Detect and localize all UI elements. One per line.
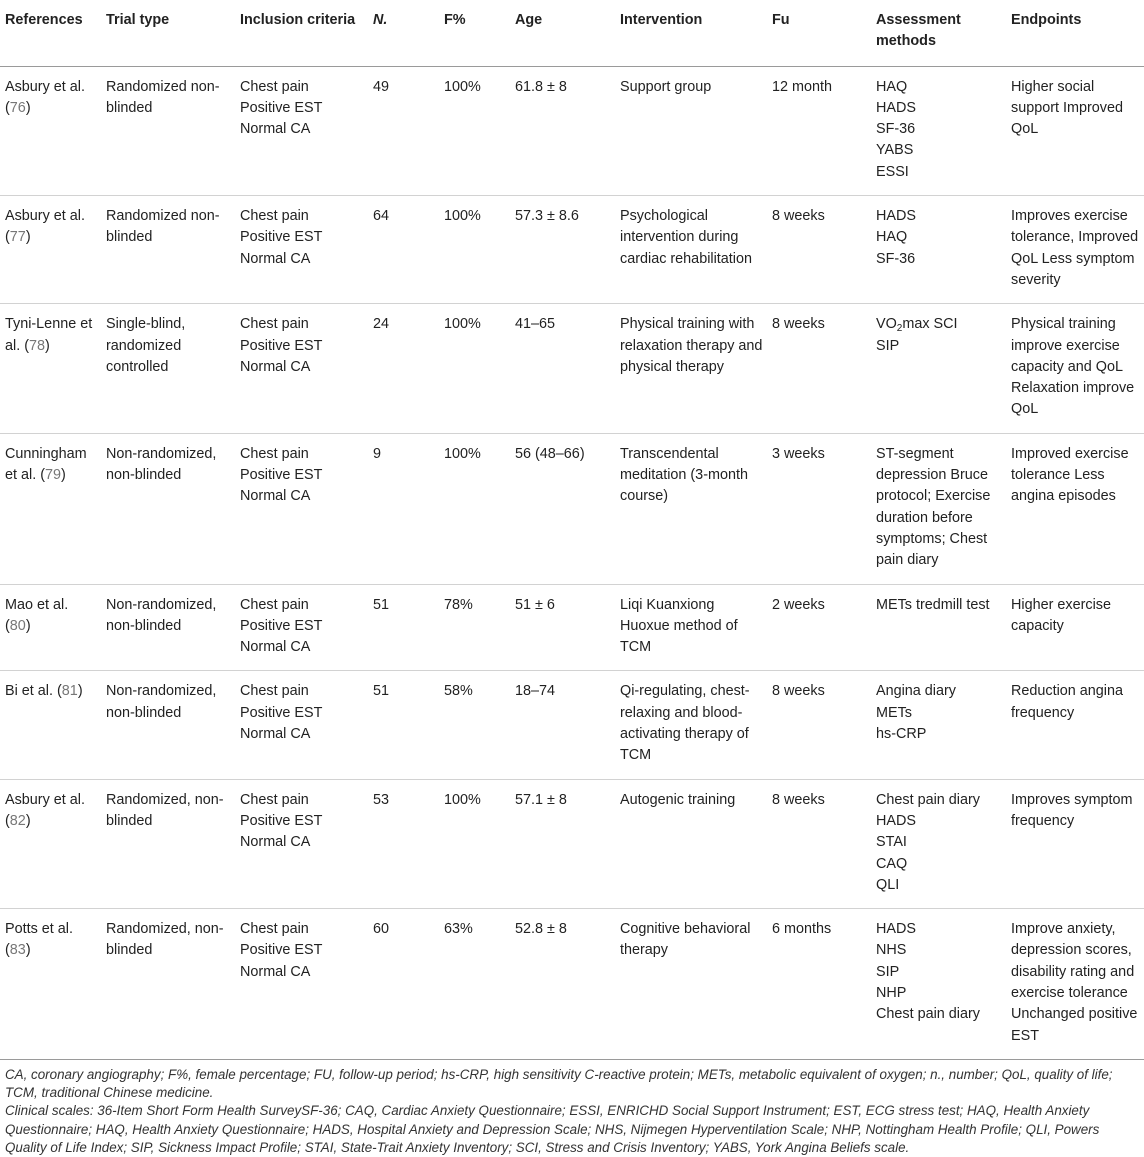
col-header-female-percent: F%: [439, 0, 510, 66]
inclusion-criterion: Chest pain: [240, 596, 309, 613]
assessment-method: STAI: [876, 834, 907, 851]
cell-intervention: [615, 304, 767, 433]
inclusion-criterion: Positive EST: [240, 942, 323, 959]
inclusion-criterion: Chest pain: [240, 208, 309, 225]
female-percent-value: 78%: [444, 596, 473, 613]
reference-author: Mao et al.: [5, 596, 69, 613]
fu-value: 6 months: [772, 921, 832, 938]
female-percent-value: 100%: [444, 791, 481, 808]
age-value: 57.3 ± 8.6: [515, 208, 579, 225]
cell-female-percent: [439, 196, 510, 304]
inclusion-criterion: Chest pain: [240, 683, 309, 700]
n-value: 60: [373, 921, 390, 938]
cell-age: [510, 304, 615, 433]
age-value: 51 ± 6: [515, 596, 555, 613]
cell-inclusion-criteria: [235, 304, 368, 433]
inclusion-criterion: Normal CA: [240, 963, 311, 980]
inclusion-criterion: Normal CA: [240, 834, 311, 851]
cell-n: [368, 66, 439, 195]
cell-inclusion-criteria: [235, 779, 368, 908]
assessment-method: SIP: [876, 963, 900, 980]
age-value: 57.1 ± 8: [515, 791, 567, 808]
fu-value: 12 month: [772, 78, 833, 95]
cell-fu: [767, 304, 871, 433]
trial-type-text: Single-blind, randomized controlled: [106, 316, 186, 375]
cell-assessment-methods: [871, 304, 1006, 433]
cell-trial-type: [101, 433, 235, 584]
cell-trial-type: [101, 66, 235, 195]
age-value: 56 (48–66): [515, 445, 585, 462]
reference-number: 82: [9, 812, 26, 829]
cell-reference: Asbury et al. (82): [0, 779, 101, 908]
inclusion-criterion: Normal CA: [240, 639, 311, 656]
reference-author: Asbury et al.: [5, 791, 85, 808]
cell-female-percent: [439, 671, 510, 779]
col-header-assessment-methods: Assessment methods: [871, 0, 1006, 66]
table-row: [0, 909, 1144, 1060]
assessment-method: ESSI: [876, 163, 909, 180]
cell-n: [368, 779, 439, 908]
cell-n: [368, 909, 439, 1060]
cell-assessment-methods: [871, 909, 1006, 1060]
inclusion-criterion: Normal CA: [240, 250, 311, 267]
cell-intervention: [615, 779, 767, 908]
cell-endpoints: [1006, 909, 1144, 1060]
female-percent-value: 58%: [444, 683, 473, 700]
cell-assessment-methods: [871, 196, 1006, 304]
cell-endpoints: [1006, 304, 1144, 433]
inclusion-criterion: Positive EST: [240, 467, 323, 484]
cell-age: [510, 779, 615, 908]
assessment-method: $VO_2\max$ SCI: [876, 316, 958, 335]
cell-endpoints: [1006, 779, 1144, 908]
cell-female-percent: [439, 66, 510, 195]
assessment-method: HADS: [876, 99, 916, 116]
cell-reference: Potts et al. (83): [0, 909, 101, 1060]
cell-fu: [767, 779, 871, 908]
cell-age: [510, 584, 615, 671]
endpoints-text: Improves exercise tolerance, Improved QoL Less symptom severity: [1011, 208, 1139, 288]
n-value: 64: [373, 208, 390, 225]
cell-age: [510, 671, 615, 779]
trial-type-text: Randomized, non-blinded: [106, 921, 224, 959]
inclusion-criterion: Normal CA: [240, 488, 311, 505]
inclusion-criterion: Positive EST: [240, 99, 323, 116]
fu-value: 2 weeks: [772, 596, 825, 613]
cell-endpoints: [1006, 433, 1144, 584]
cell-trial-type: [101, 196, 235, 304]
reference-number: 77: [9, 229, 26, 246]
age-value: 52.8 ± 8: [515, 921, 567, 938]
cell-intervention: [615, 196, 767, 304]
female-percent-value: 100%: [444, 445, 481, 462]
intervention-text: Physical training with relaxation therapy and physical therapy: [620, 316, 763, 375]
cell-female-percent: [439, 584, 510, 671]
trial-type-text: Non-randomized, non-blinded: [106, 445, 217, 484]
assessment-method: SF-36: [876, 121, 916, 138]
inclusion-criterion: Chest pain: [240, 921, 309, 938]
reference-number: 76: [9, 99, 26, 116]
col-header-intervention: Intervention: [615, 0, 767, 66]
reference-number: 83: [9, 942, 26, 959]
inclusion-criterion: Normal CA: [240, 121, 311, 138]
endpoints-text: Reduction angina frequency: [1011, 683, 1124, 721]
cell-fu: [767, 196, 871, 304]
fu-value: 8 weeks: [772, 791, 825, 808]
col-header-inclusion-criteria: Inclusion criteria: [235, 0, 368, 66]
cell-age: [510, 433, 615, 584]
cell-fu: [767, 671, 871, 779]
table-row: [0, 433, 1144, 584]
cell-n: [368, 433, 439, 584]
reference-author: Tyni-Lenne et al.: [5, 316, 93, 354]
assessment-method: METs tredmill test: [876, 596, 990, 613]
cell-reference: Asbury et al. (77): [0, 196, 101, 304]
inclusion-criterion: Chest pain: [240, 445, 309, 462]
assessment-method: Chest pain diary: [876, 791, 980, 808]
fu-value: 8 weeks: [772, 683, 825, 700]
reference-number: 78: [29, 337, 46, 354]
trial-type-text: Non-randomized, non-blinded: [106, 683, 217, 721]
inclusion-criterion: Chest pain: [240, 791, 309, 808]
cell-female-percent: [439, 779, 510, 908]
cell-fu: [767, 584, 871, 671]
intervention-text: Autogenic training: [620, 791, 736, 808]
col-header-n: N.: [368, 0, 439, 66]
header-row: [0, 0, 1144, 66]
table-body: [0, 66, 1144, 1059]
cell-fu: [767, 909, 871, 1060]
cell-assessment-methods: [871, 433, 1006, 584]
fu-value: 8 weeks: [772, 208, 825, 225]
table-row: [0, 779, 1144, 908]
reference-author: Cunningham et al.: [5, 445, 87, 484]
cell-reference: Tyni-Lenne et al. (78): [0, 304, 101, 433]
cell-assessment-methods: [871, 779, 1006, 908]
cell-assessment-methods: [871, 66, 1006, 195]
table-row: [0, 196, 1144, 304]
fu-value: 8 weeks: [772, 316, 825, 333]
cell-endpoints: [1006, 671, 1144, 779]
female-percent-value: 100%: [444, 208, 481, 225]
cell-assessment-methods: [871, 671, 1006, 779]
cell-reference: Asbury et al. (76): [0, 66, 101, 195]
n-value: 51: [373, 683, 390, 700]
cell-inclusion-criteria: [235, 584, 368, 671]
intervention-text: Transcendental meditation (3-month course): [620, 445, 748, 505]
assessment-method: QLI: [876, 876, 900, 893]
n-value: 24: [373, 316, 390, 333]
endpoints-text: Physical training improve exercise capacity and QoL Relaxation improve QoL: [1011, 316, 1135, 418]
reference-author: Potts et al.: [5, 921, 73, 938]
table-row: [0, 584, 1144, 671]
cell-trial-type: [101, 779, 235, 908]
inclusion-criterion: Chest pain: [240, 78, 309, 95]
reference-number: 81: [61, 683, 78, 700]
table-row: [0, 304, 1144, 433]
cell-inclusion-criteria: [235, 671, 368, 779]
inclusion-criterion: Positive EST: [240, 337, 323, 354]
trial-type-text: Randomized, non-blinded: [106, 791, 224, 829]
cell-age: [510, 909, 615, 1060]
assessment-method: CAQ: [876, 855, 908, 872]
age-value: 61.8 ± 8: [515, 78, 567, 95]
cell-inclusion-criteria: [235, 66, 368, 195]
inclusion-criterion: Positive EST: [240, 617, 323, 634]
cell-female-percent: [439, 433, 510, 584]
n-value: 9: [373, 445, 382, 462]
assessment-method: NHP: [876, 984, 907, 1001]
cell-trial-type: [101, 671, 235, 779]
cell-endpoints: [1006, 584, 1144, 671]
cell-n: [368, 196, 439, 304]
intervention-text: Support group: [620, 78, 712, 95]
endpoints-text: Improve anxiety, depression scores, disability rating and exercise tolerance Unchanged positive EST: [1011, 921, 1138, 1044]
assessment-method: Angina diary: [876, 683, 956, 700]
table-row: [0, 66, 1144, 195]
reference-author: Bi et al.: [5, 683, 53, 700]
reference-author: Asbury et al.: [5, 78, 85, 95]
reference-number: 80: [9, 617, 26, 634]
intervention-text: Liqi Kuanxiong Huoxue method of TCM: [620, 596, 738, 656]
cell-fu: [767, 66, 871, 195]
assessment-method: NHS: [876, 942, 907, 959]
assessment-method: HAQ: [876, 78, 908, 95]
footnote-abbreviations: CA, coronary angiography; F%, female percentage; FU, follow-up period; hs-CRP, high sensitivity C-reactive protein; METs, metabolic equivalent of oxygen; n., number; QoL, quality of life; TCM, traditional Chinese medicine.: [5, 1066, 1113, 1101]
endpoints-text: Higher exercise capacity: [1011, 596, 1111, 634]
reference-number: 79: [45, 467, 62, 484]
cell-trial-type: [101, 584, 235, 671]
age-value: 18–74: [515, 683, 556, 700]
inclusion-criterion: Positive EST: [240, 812, 323, 829]
cell-trial-type: [101, 909, 235, 1060]
col-header-references: References: [0, 0, 101, 66]
inclusion-criterion: Normal CA: [240, 726, 311, 743]
col-header-endpoints: Endpoints: [1006, 0, 1144, 66]
cell-fu: [767, 433, 871, 584]
cell-female-percent: [439, 304, 510, 433]
cell-endpoints: [1006, 196, 1144, 304]
assessment-method: ST-segment depression Bruce protocol; Exercise duration before symptoms; Chest pain diary: [876, 445, 991, 569]
col-header-fu: Fu: [767, 0, 871, 66]
female-percent-value: 63%: [444, 921, 473, 938]
cell-intervention: [615, 909, 767, 1060]
cell-age: [510, 196, 615, 304]
endpoints-text: Higher social support Improved QoL: [1011, 78, 1123, 138]
inclusion-criterion: Positive EST: [240, 229, 323, 246]
cell-intervention: [615, 433, 767, 584]
endpoints-text: Improved exercise tolerance Less angina episodes: [1011, 445, 1129, 505]
assessment-method: SF-36: [876, 250, 916, 267]
cell-inclusion-criteria: [235, 196, 368, 304]
assessment-method: HAQ: [876, 229, 908, 246]
cell-intervention: [615, 66, 767, 195]
age-value: 41–65: [515, 316, 556, 333]
fu-value: 3 weeks: [772, 445, 825, 462]
table-row: [0, 671, 1144, 779]
cell-n: [368, 584, 439, 671]
cell-inclusion-criteria: [235, 433, 368, 584]
cell-reference: Cunningham et al. (79): [0, 433, 101, 584]
cell-endpoints: [1006, 66, 1144, 195]
female-percent-value: 100%: [444, 316, 481, 333]
assessment-method: METs: [876, 704, 912, 721]
col-header-trial-type: Trial type: [101, 0, 235, 66]
assessment-method: YABS: [876, 142, 914, 159]
table-footnote: [0, 1060, 1144, 1157]
trial-type-text: Randomized non-blinded: [106, 78, 220, 116]
footnote-clinical-scales: Clinical scales: 36-Item Short Form Health SurveySF-36; CAQ, Cardiac Anxiety Questionnaire; ESSI, ENRICHD Social Support Instrument; EST, ECG stress test; HAQ, Health Anxiety Questionnaire; HAQ, Health Anxiety Questionnaire; HADS, Hospital Anxiety and Depression Scale; NHS, Nijmegen Hyperventilation Scale; NHP, Nottingham Health Profile; QLI, Powers Quality of Life Index; SIP, Sickness Impact Profile; STAI, State-Trait Anxiety Inventory; SCI, Stress and Crisis Inventory; YABS, York Angina Beliefs scale.: [5, 1103, 1100, 1156]
cell-age: [510, 66, 615, 195]
assessment-method: Chest pain diary: [876, 1006, 980, 1023]
assessment-method: HADS: [876, 208, 916, 225]
cell-n: [368, 671, 439, 779]
n-value: 51: [373, 596, 390, 613]
n-value: 53: [373, 791, 390, 808]
cell-female-percent: [439, 909, 510, 1060]
cell-assessment-methods: [871, 584, 1006, 671]
cell-n: [368, 304, 439, 433]
cell-reference: Bi et al. (81): [0, 671, 101, 779]
trial-type-text: Randomized non-blinded: [106, 208, 220, 246]
female-percent-value: 100%: [444, 78, 481, 95]
inclusion-criterion: Chest pain: [240, 316, 309, 333]
assessment-method: HADS: [876, 812, 916, 829]
trial-type-text: Non-randomized, non-blinded: [106, 596, 217, 634]
assessment-method: hs-CRP: [876, 726, 927, 743]
cell-trial-type: [101, 304, 235, 433]
assessment-method: HADS: [876, 921, 916, 938]
reference-author: Asbury et al.: [5, 208, 85, 225]
endpoints-text: Improves symptom frequency: [1011, 791, 1133, 829]
inclusion-criterion: Normal CA: [240, 358, 311, 375]
intervention-text: Cognitive behavioral therapy: [620, 921, 751, 959]
cell-reference: Mao et al. (80): [0, 584, 101, 671]
intervention-text: Psychological intervention during cardiac rehabilitation: [620, 208, 752, 267]
cell-inclusion-criteria: [235, 909, 368, 1060]
n-value: 49: [373, 78, 390, 95]
cell-intervention: [615, 671, 767, 779]
assessment-method: SIP: [876, 337, 900, 354]
col-header-age: Age: [510, 0, 615, 66]
cell-intervention: [615, 584, 767, 671]
inclusion-criterion: Positive EST: [240, 704, 323, 721]
intervention-text: Qi-regulating, chest-relaxing and blood-activating therapy of TCM: [620, 683, 750, 764]
